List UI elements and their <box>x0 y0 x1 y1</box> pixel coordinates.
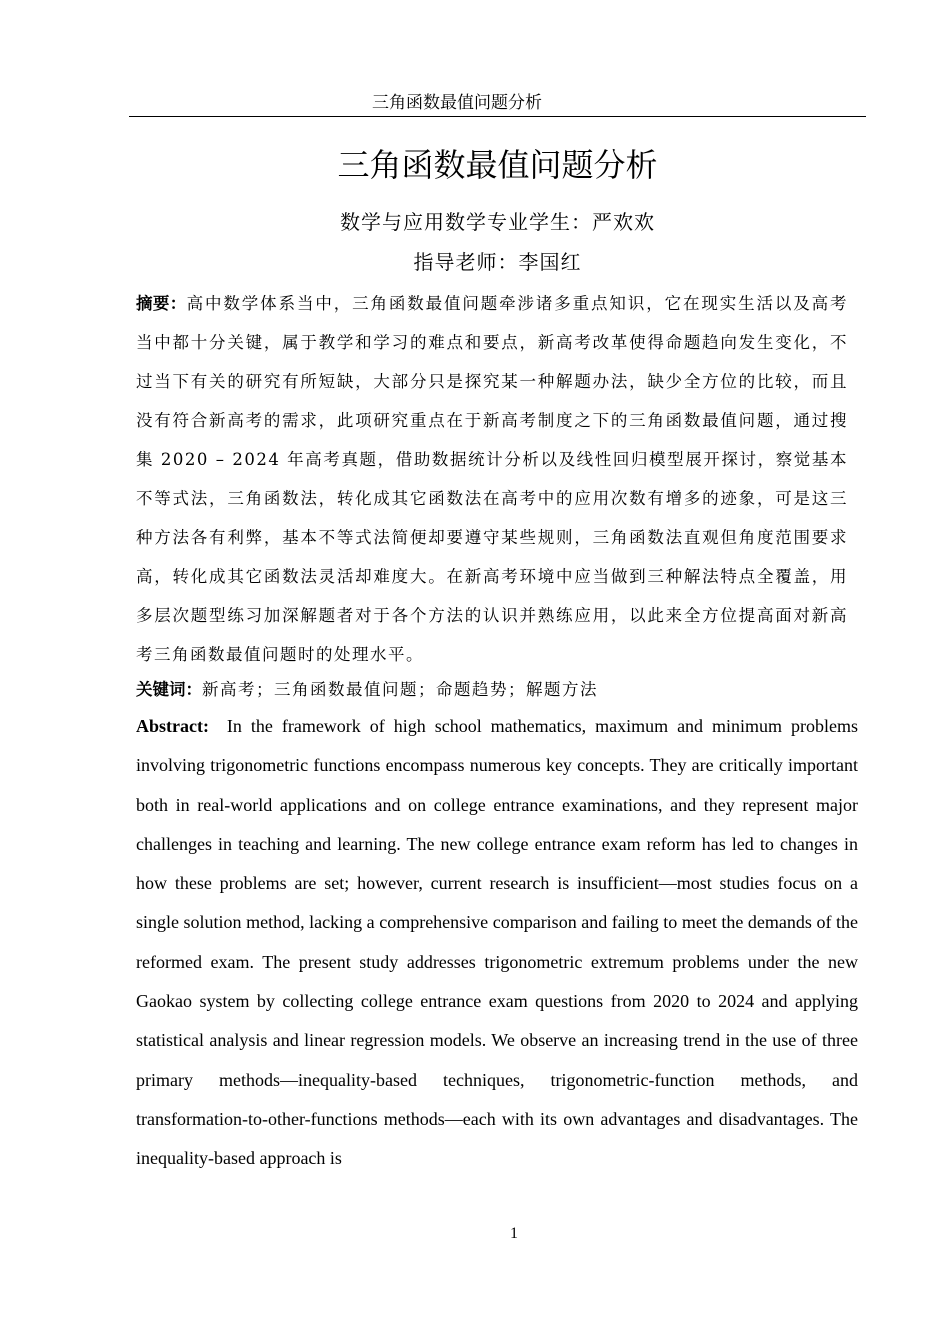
keywords-label: 关键词： <box>136 680 202 699</box>
page-title: 三角函数最值问题分析 <box>337 146 658 184</box>
keywords-text: 新高考；三角函数最值问题；命题趋势；解题方法 <box>202 680 598 699</box>
advisor-line: 指导老师：李国红 <box>413 250 582 274</box>
author-line: 数学与应用数学专业学生：严欢欢 <box>340 210 655 234</box>
chinese-abstract-text: 高中数学体系当中，三角函数最值问题牵涉诸多重点知识，它在现实生活以及高考当中都十分关键，属于教学和学习的难点和要点，新高考改革使得命题趋向发生变化，不过当下有关的研究有所短缺，大部分只是探究某一种解题办法，缺少全方位的比较，而且没有符合新高考的需求，此项研究重点在于新高考制度之下的三角函数最值问题，通过搜集 2020 – 2024 年高考真题，借助数据统计分析以及线性回归模型展开探讨，察觉基本不等式法，三角函数法，转化成其它函数法在高考中的应用次数有增多的迹象，可是这三种方法各有利弊，基本不等式法简便却要遵守某些规则，三角函数法直观但角度范围要求高，转化成其它函数法灵活却难度大。在新高考环境中应当做到三种解法特点全覆盖，用多层次题型练习加深解题者对于各个方法的认识并熟练应用，以此来全方位提高面对新高考三角函数最值问题时的处理水平。 <box>136 294 849 664</box>
english-abstract-text: In the framework of high school mathematics, maximum and minimum problems involving trigonometric functions encompass numerous key concepts. They are critically important both in real-world applications and on college entrance examinations, and they represent major challenges in teaching and learning. The new college entrance exam reform has led to changes in how these problems are set; however, current research is insufficient—most studies focus on a single solution method, lacking a comprehensive comparison and failing to meet the demands of the reformed exam. The present study addresses trigonometric extremum problems under the new Gaokao system by collecting college entrance exam questions from 2020 to 2024 and applying statistical analysis and linear regression models. We observe an increasing trend in the use of three primary methods—inequality-based techniques, trigonometric-function methods, and transformation-to-other-functions methods—each with its own advantages and disadvantages. The inequality-based approach is <box>136 716 858 1169</box>
running-header <box>129 92 866 117</box>
english-abstract-label: Abstract: <box>136 716 209 736</box>
page-number: 1 <box>510 1225 518 1242</box>
chinese-abstract <box>136 284 848 674</box>
keywords <box>136 675 848 705</box>
chinese-abstract-label: 摘要： <box>136 294 187 313</box>
english-abstract <box>136 707 858 1179</box>
running-header-title: 三角函数最值问题分析 <box>372 93 542 113</box>
